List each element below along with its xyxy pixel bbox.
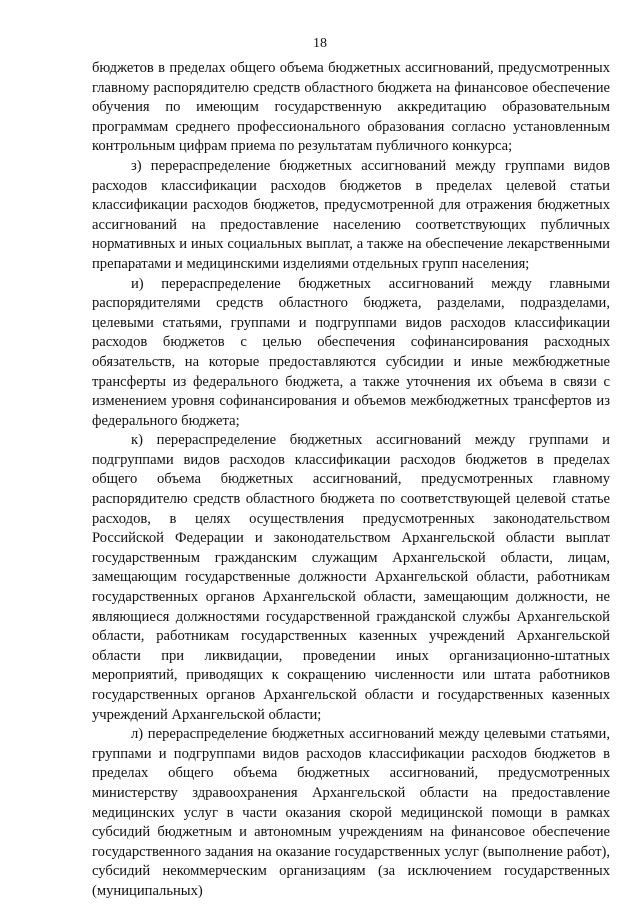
paragraph-continuation: бюджетов в пределах общего объема бюджетных ассигнований, предусмотренных главному распорядителю средств областного бюджета на финансовое обеспечение обучения по имеющим государственную аккредитацию образовательным программам среднего профессионального образования согласно установленным контрольным цифрам приема по результатам публичного конкурса; <box>92 60 610 155</box>
paragraph-item-z: з) перераспределение бюджетных ассигнований между группами видов расходов классификации расходов бюджетов в пределах целевой статьи классификации расходов бюджетов, предусмотренной для отражения бюджетных ассигнований на предоставление населению соответствующих публичных нормативных и иных социальных выплат, а также на обеспечение лекарственными препаратами и медицинскими изделиями отдельных групп населения; <box>92 157 610 272</box>
paragraph-item-i: и) перераспределение бюджетных ассигнований между главными распорядителями средств областного бюджета, разделами, подразделами, целевыми статьями, группами и подгруппами видов расходов классификации расходов бюджетов с целью обеспечения софинансирования расходных обязательств, на которые предоставляются субсидии и иные межбюджетные трансферты из федерального бюджета, а также уточнения их объема в связи с изменением уровня софинансирования и объемов межбюджетных трансфертов из федерального бюджета; <box>92 275 610 429</box>
page-number: 18 <box>313 36 327 51</box>
document-body <box>92 59 610 902</box>
paragraph-item-k: к) перераспределение бюджетных ассигнований между группами и подгруппами видов расходов классификации расходов бюджетов в пределах общего объема бюджетных ассигнований, предусмотренных главному распорядителю средств областного бюджета по соответствующей целевой статье расходов, в целях осуществления предусмотренных законодательством Российской Федерации и законодательством Архангельской области выплат государственным гражданским служащим Архангельской области, лицам, замещающим государственные должности Архангельской области, работникам государственных органов Архангельской области, замещающим должности, не являющиеся должностями государственной гражданской службы Архангельской области, работникам государственных казенных учреждений Архангельской области при ликвидации, проведении иных организационно-штатных мероприятий, приводящих к сокращению численности или штата работников государственных органов Архангельской области и государственных казенных учреждений Архангельской области; <box>92 432 610 723</box>
paragraph-item-l: л) перераспределение бюджетных ассигнований между целевыми статьями, группами и подгруппами видов расходов классификации расходов бюджетов в пределах общего объема бюджетных ассигнований, предусмотренных министерству здравоохранения Архангельской области на предоставление медицинских услуг в части оказания скорой медицинской помощи в рамках субсидий бюджетным и автономным учреждениям на финансовое обеспечение государственного задания на оказание государственных услуг (выполнение работ), субсидий некоммерческим организациям (за исключением государственных (муниципальных) <box>92 726 610 899</box>
